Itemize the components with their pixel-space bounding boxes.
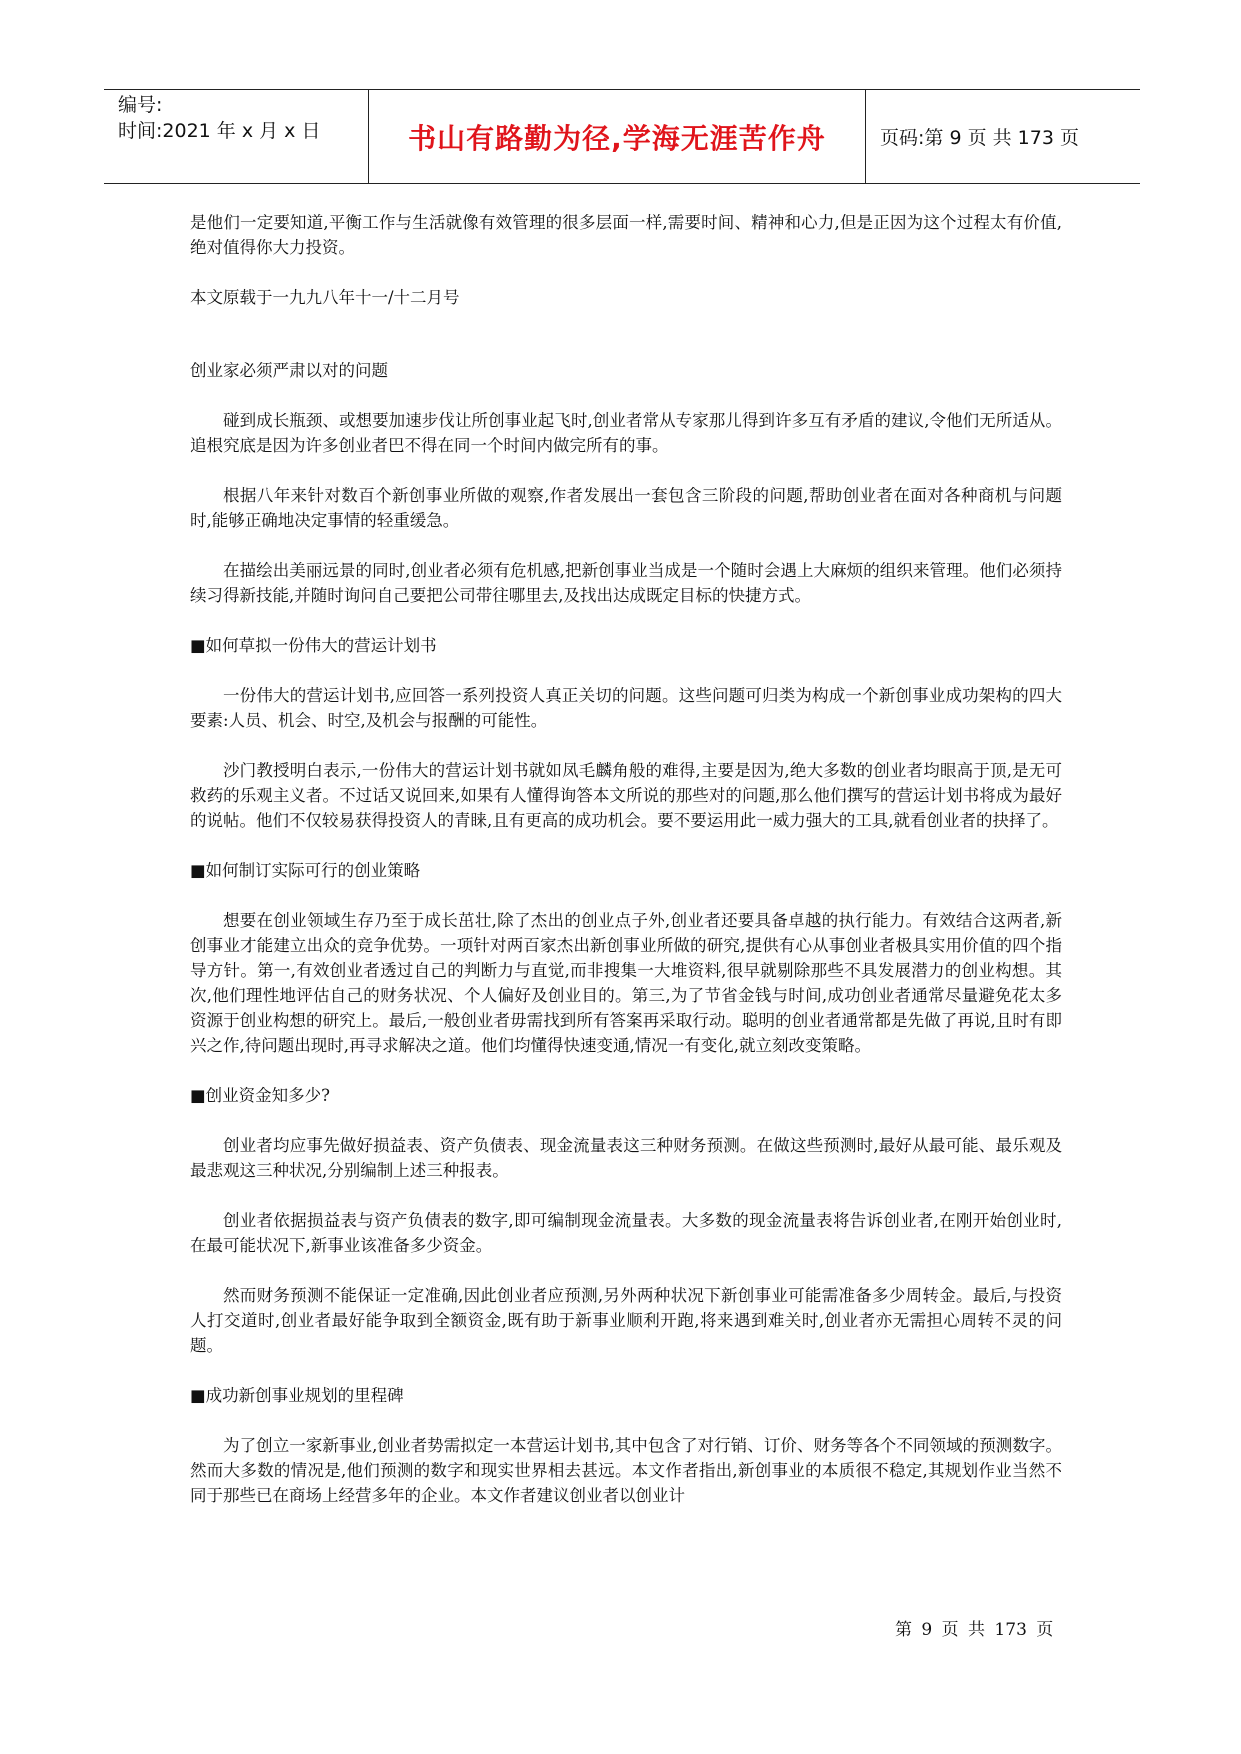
header-motto: 书山有路勤为径,学海无涯苦作舟 — [369, 90, 866, 183]
paragraph: 想要在创业领域生存乃至于成长茁壮,除了杰出的创业点子外,创业者还要具备卓越的执行能力。有效结合这两者,新创事业才能建立出众的竞争优势。一项针对两百家杰出新创事业所做的研究,提供有心从事创业者极具实用价值的四个指导方针。第一,有效创业者透过自己的判断力与直觉,而非搜集一大堆资料,很早就剔除那些不具发展潜力的创业构想。其次,他们理性地评估自己的财务状况、个人偏好及创业目的。第三,为了节省金钱与时间,成功创业者通常尽量避免花太多资源于创业构想的研究上。最后,一般创业者毋需找到所有答案再采取行动。聪明的创业者通常都是先做了再说,且时有即兴之作,待问题出现时,再寻求解决之道。他们均懂得快速变通,情况一有变化,就立刻改变策略。 — [190, 911, 1062, 1055]
paragraph: 为了创立一家新事业,创业者势需拟定一本营运计划书,其中包含了对行销、订价、财务等各个不同领域的预测数字。然而大多数的情况是,他们预测的数字和现实世界相去甚远。本文作者指出,新创事业的本质很不稳定,其规划作业当然不同于那些已在商场上经营多年的企业。本文作者建议创业者以创业计 — [190, 1436, 1062, 1505]
section-heading: ■如何草拟一份伟大的营运计划书 — [190, 636, 437, 655]
header-meta — [104, 90, 369, 183]
paragraph: 根据八年来针对数百个新创事业所做的观察,作者发展出一套包含三阶段的问题,帮助创业者在面对各种商机与问题时,能够正确地决定事情的轻重缓急。 — [190, 486, 1062, 530]
document-time-label: 时间:2021 年 x 月 x 日 — [118, 120, 321, 142]
paragraph: 碰到成长瓶颈、或想要加速步伐让所创事业起飞时,创业者常从专家那儿得到许多互有矛盾的建议,令他们无所适从。追根究底是因为许多创业者巴不得在同一个时间内做完所有的事。 — [190, 411, 1062, 455]
source-note: 本文原载于一九九八年十一/十二月号 — [190, 288, 460, 307]
section-heading: ■成功新创事业规划的里程碑 — [190, 1386, 404, 1405]
section-heading: ■创业资金知多少? — [190, 1086, 330, 1105]
page-footer: 第 9 页 共 173 页 — [895, 1620, 1054, 1640]
page-header — [104, 89, 1140, 184]
paragraph: 创业者依据损益表与资产负债表的数字,即可编制现金流量表。大多数的现金流量表将告诉创业者,在刚开始创业时,在最可能状况下,新事业该准备多少资金。 — [190, 1211, 1062, 1255]
article-title: 创业家必须严肃以对的问题 — [190, 361, 388, 380]
paragraph: 沙门教授明白表示,一份伟大的营运计划书就如凤毛麟角般的难得,主要是因为,绝大多数的创业者均眼高于顶,是无可救药的乐观主义者。不过话又说回来,如果有人懂得询答本文所说的那些对的问题,那么他们撰写的营运计划书将成为最好的说帖。他们不仅较易获得投资人的青睐,且有更高的成功机会。要不要运用此一威力强大的工具,就看创业者的抉择了。 — [190, 761, 1062, 830]
section-heading: ■如何制订实际可行的创业策略 — [190, 861, 421, 880]
paragraph: 是他们一定要知道,平衡工作与生活就像有效管理的很多层面一样,需要时间、精神和心力,但是正因为这个过程太有价值,绝对值得你大力投资。 — [190, 213, 1062, 257]
paragraph: 一份伟大的营运计划书,应回答一系列投资人真正关切的问题。这些问题可归类为构成一个新创事业成功架构的四大要素:人员、机会、时空,及机会与报酬的可能性。 — [190, 686, 1062, 730]
paragraph: 然而财务预测不能保证一定准确,因此创业者应预测,另外两种状况下新创事业可能需准备多少周转金。最后,与投资人打交道时,创业者最好能争取到全额资金,既有助于新事业顺利开跑,将来遇到难关时,创业者亦无需担心周转不灵的问题。 — [190, 1286, 1062, 1355]
paragraph: 在描绘出美丽远景的同时,创业者必须有危机感,把新创事业当成是一个随时会遇上大麻烦的组织来管理。他们必须持续习得新技能,并随时询问自己要把公司带往哪里去,及找出达成既定目标的快捷方式。 — [190, 561, 1062, 605]
paragraph: 创业者均应事先做好损益表、资产负债表、现金流量表这三种财务预测。在做这些预测时,最好从最可能、最乐观及最悲观这三种状况,分别编制上述三种报表。 — [190, 1136, 1062, 1180]
document-number-label: 编号: — [118, 94, 163, 116]
header-page-number: 页码:第 9 页 共 173 页 — [880, 127, 1079, 149]
document-body — [190, 210, 1062, 1533]
